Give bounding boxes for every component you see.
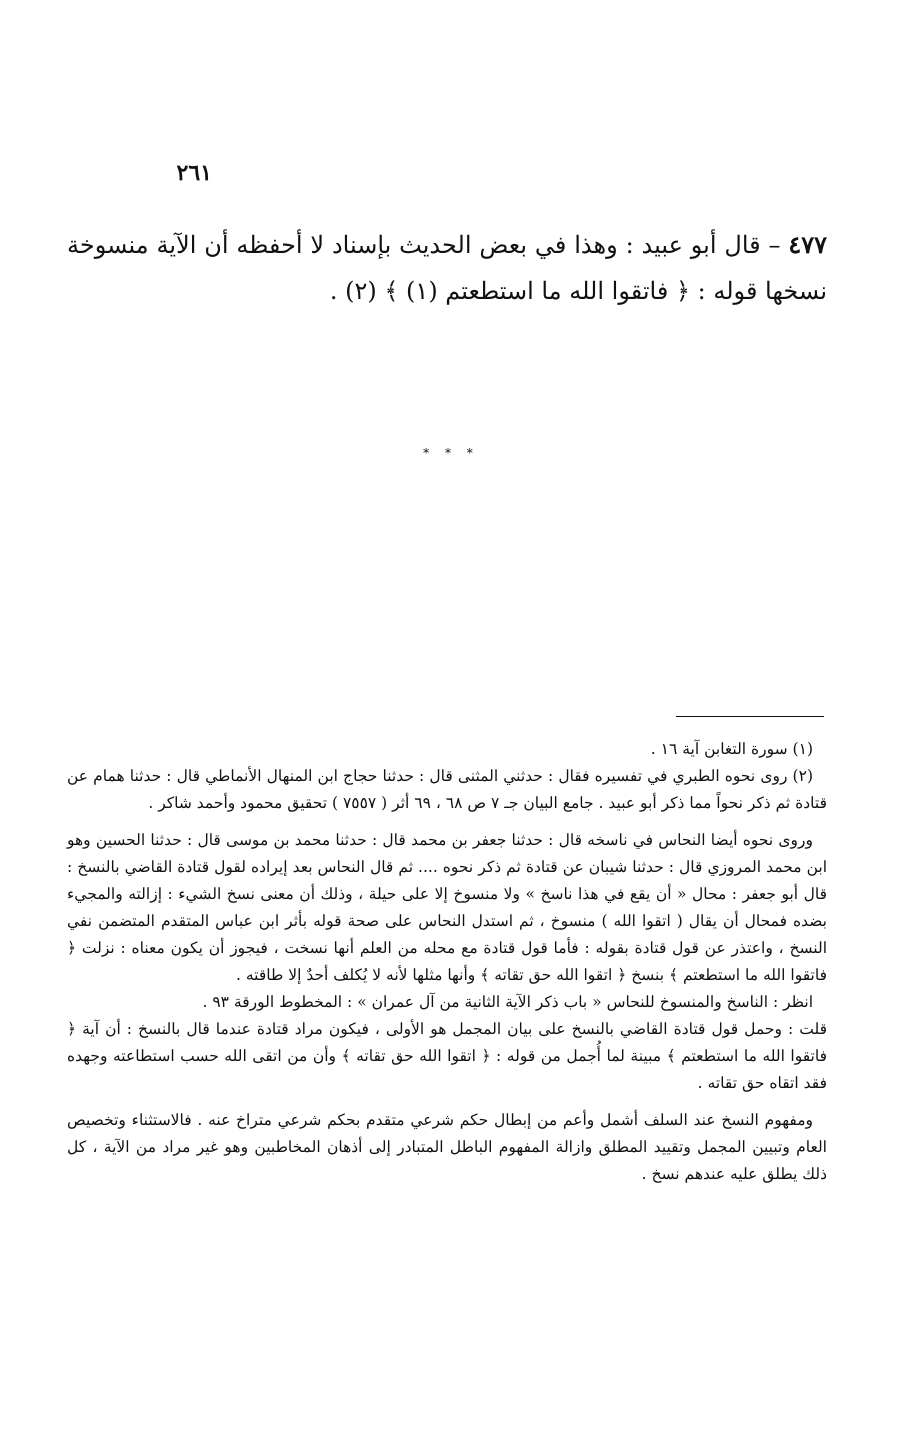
footnote-2-nahhas: وروى نحوه أيضا النحاس في ناسخه قال : حدثنا جعفر بن محمد قال : حدثنا محمد بن موسى قال : حدثنا الحسين وهو ابن محمد المروزي قال : حدثنا شيبان عن قتادة ثم ذكر نحوه .... ثم قال النحاس بعد إيراده لقول قتادة القاضي بالنسخ : قال أبو جعفر : محال « أن يقع في هذا ناسخ » ولا منسوخ إلا على حيلة ، وذلك أن معنى نسخ الشيء : إزالته والمجيء بضده فمحال أن يقال ( اتقوا الله ) منسوخ ، ثم استدل النحاس على صحة قوله بأثر ابن عباس المتقدم المتضمن نفي النسخ ، واعتذر عن قول قتادة بقوله : فأما قول قتادة مع محله من العلم أنها نسخت ، فيجوز أن يكون معناه : نزلت ﴿ فاتقوا الله ما استطعتم ﴾ بنسخ ﴿ اتقوا الله حق تقاته ﴾ وأنها مثلها لأنه لا يُكلف أحدٌ إلا طاقته . xyxy=(67,831,827,984)
footnote-2: (٢) روى نحوه الطبري في تفسيره فقال : حدثني المثنى قال : حدثنا حجاج ابن المنهال الأنماطي قال : حدثنا همام عن قتادة ثم ذكر نحواً مما ذكر أبو عبيد . جامع البيان جـ ٧ ص ٦٨ ، ٦٩ أثر ( ٧٥٥٧ ) تحقيق محمود وأحمد شاكر . xyxy=(67,767,827,812)
page-number: ٢٦١ xyxy=(176,160,212,186)
main-paragraph-text: – قال أبو عبيد : وهذا في بعض الحديث بإسناد لا أحفظه أن الآية منسوخة نسخها قوله : ﴿ فاتقوا الله ما استطعتم (١) ﴾ (٢) . xyxy=(67,231,827,305)
footnote-separator xyxy=(676,716,824,717)
footnotes xyxy=(67,736,827,1188)
footnote-2-comment: قلت : وحمل قول قتادة القاضي بالنسخ على بيان المجمل هو الأولى ، فيكون مراد قتادة عندما قال بالنسخ : أن آية ﴿ فاتقوا الله ما استطعتم ﴾ مبينة لما أُجمل من قوله : ﴿ اتقوا الله حق تقاته ﴾ وأن من اتقى الله حسب استطاعته وجهده فقد اتقاه حق تقاته . xyxy=(67,1020,827,1092)
footnote-2-concept: ومفهوم النسخ عند السلف أشمل وأعم من إبطال حكم شرعي متقدم بحكم شرعي متراخ عنه . فالاستثناء وتخصيص العام وتبيين المجمل وتقييد المطلق وازالة المفهوم الباطل المتبادر إلى أذهان المخاطبين وهو غير مراد من الآية ، كل ذلك يطلق عليه عندهم نسخ . xyxy=(67,1111,827,1183)
main-paragraph xyxy=(67,222,827,314)
section-divider: * * * xyxy=(423,446,479,460)
footnote-1: (١) سورة التغابن آية ١٦ . xyxy=(650,740,813,758)
entry-number: ٤٧٧ xyxy=(788,230,827,259)
footnote-2-reference: انظر : الناسخ والمنسوخ للنحاس « باب ذكر الآية الثانية من آل عمران » : المخطوط الورقة ٩٣ . xyxy=(202,993,813,1011)
